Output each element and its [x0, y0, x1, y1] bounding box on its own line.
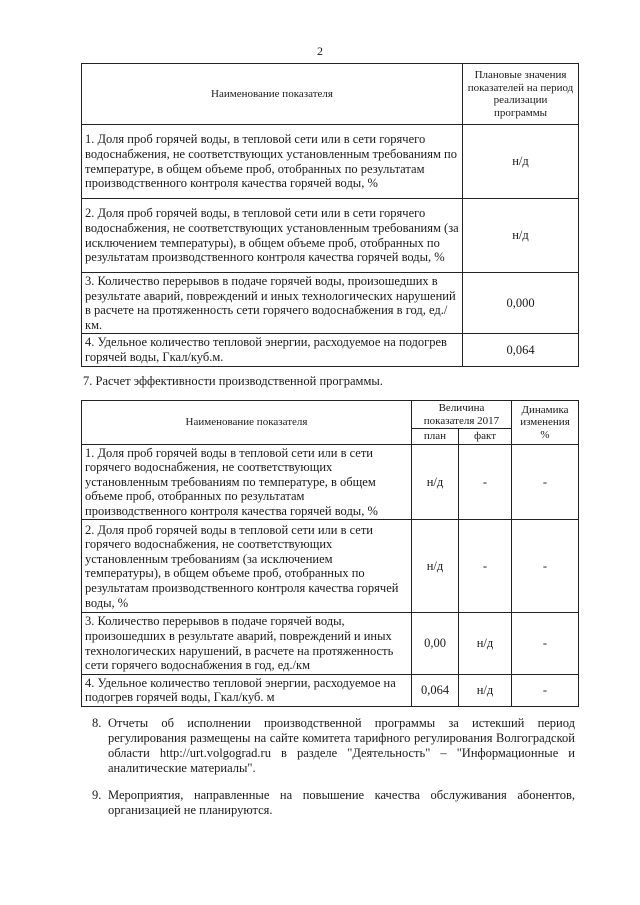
- indicator-value: 0,000: [463, 273, 579, 334]
- indicator-name: 1. Доля проб горячей воды, в тепловой сети или в сети горячего водоснабжения, не соответствующих установленным требованиям по температуре, в общем объеме проб, отобранных по результатам производственного контроля качества горячей воды, %: [82, 125, 463, 199]
- section-9-number: 9.: [92, 788, 102, 802]
- efficiency-table: [81, 400, 579, 707]
- section-8: [92, 716, 575, 776]
- indicator-name: 1. Доля проб горячей воды в тепловой сети или в сети горячего водоснабжения, не соответствующих установленным требованиям по температуре, в общем объеме проб, отобранных по результатам производственного контроля качества горячей воды, %: [82, 444, 412, 520]
- indicator-name: 2. Доля проб горячей воды, в тепловой сети или в сети горячего водоснабжения, не соответствующих установленным требованиям (за исключением температуры), в общем объеме проб, отобранных по результатам производственного контроля качества горячей воды, %: [82, 199, 463, 273]
- fact-value: н/д: [459, 674, 512, 706]
- indicator-value: н/д: [463, 199, 579, 273]
- section-8-number: 8.: [92, 716, 102, 730]
- dynamics-value: -: [512, 444, 579, 520]
- dynamics-value: -: [512, 520, 579, 613]
- column-header-name: Наименование показателя: [82, 401, 412, 445]
- table-row: [82, 444, 579, 520]
- column-header-plan: план: [412, 429, 459, 445]
- column-header-dynamics: Динамика изменения %: [512, 401, 579, 445]
- plan-value: н/д: [412, 444, 459, 520]
- table-row: [82, 125, 579, 199]
- table-row: [82, 520, 579, 613]
- dynamics-value: -: [512, 674, 579, 706]
- section-8-text: Отчеты об исполнении производственной программы за истекший период регулирования размещены на сайте комитета тарифного регулирования Волгоградской области http://urt.volgograd.ru в разделе "Деятельность" – "Информационные и аналитические материалы".: [108, 716, 575, 775]
- section-9: [92, 788, 575, 818]
- section-7-number: 7.: [83, 374, 93, 388]
- indicator-name: 4. Удельное количество тепловой энергии, расходуемое на подогрев горячей воды, Гкал/куб.м.: [82, 334, 463, 366]
- table-row: [82, 273, 579, 334]
- column-header-fact: факт: [459, 429, 512, 445]
- table-row: [82, 674, 579, 706]
- page-number: 2: [317, 44, 323, 58]
- table-row: [82, 199, 579, 273]
- table-row: [82, 613, 579, 674]
- fact-value: -: [459, 520, 512, 613]
- plan-value: 0,00: [412, 613, 459, 674]
- table-header-row: [82, 64, 579, 125]
- indicator-name: 4. Удельное количество тепловой энергии, расходуемое на подогрев горячей воды, Гкал/куб. м: [82, 674, 412, 706]
- table-header-row: [82, 401, 579, 429]
- column-header-name: Наименование показателя: [82, 64, 463, 125]
- section-7: [83, 374, 563, 389]
- section-7-text: Расчет эффективности производственной программы.: [95, 374, 383, 388]
- table-row: [82, 334, 579, 366]
- indicator-value: 0,064: [463, 334, 579, 366]
- indicator-value: н/д: [463, 125, 579, 199]
- dynamics-value: -: [512, 613, 579, 674]
- column-header-value: Величина показателя 2017: [412, 401, 512, 429]
- column-header-plan: Плановые значения показателей на период реализации программы: [463, 64, 579, 125]
- indicator-name: 3. Количество перерывов в подаче горячей воды, произошедших в результате аварий, повреждений и иных технологических нарушений, в расчете на протяженность сети горячего водоснабжения в год, ед./км: [82, 613, 412, 674]
- plan-value: н/д: [412, 520, 459, 613]
- plan-value: 0,064: [412, 674, 459, 706]
- section-9-text: Мероприятия, направленные на повышение качества обслуживания абонентов, организацией не планируются.: [108, 788, 575, 817]
- indicator-name: 2. Доля проб горячей воды в тепловой сети или в сети горячего водоснабжения, не соответствующих установленным требованиям (за исключением температуры), в общем объеме проб, отобранных по результатам производственного контроля качества горячей воды, %: [82, 520, 412, 613]
- fact-value: н/д: [459, 613, 512, 674]
- planned-indicators-table: [81, 63, 579, 367]
- indicator-name: 3. Количество перерывов в подаче горячей воды, произошедших в результате аварий, повреждений и иных технологических нарушений в расчете на протяженность сети горячего водоснабжения в год, ед./км.: [82, 273, 463, 334]
- fact-value: -: [459, 444, 512, 520]
